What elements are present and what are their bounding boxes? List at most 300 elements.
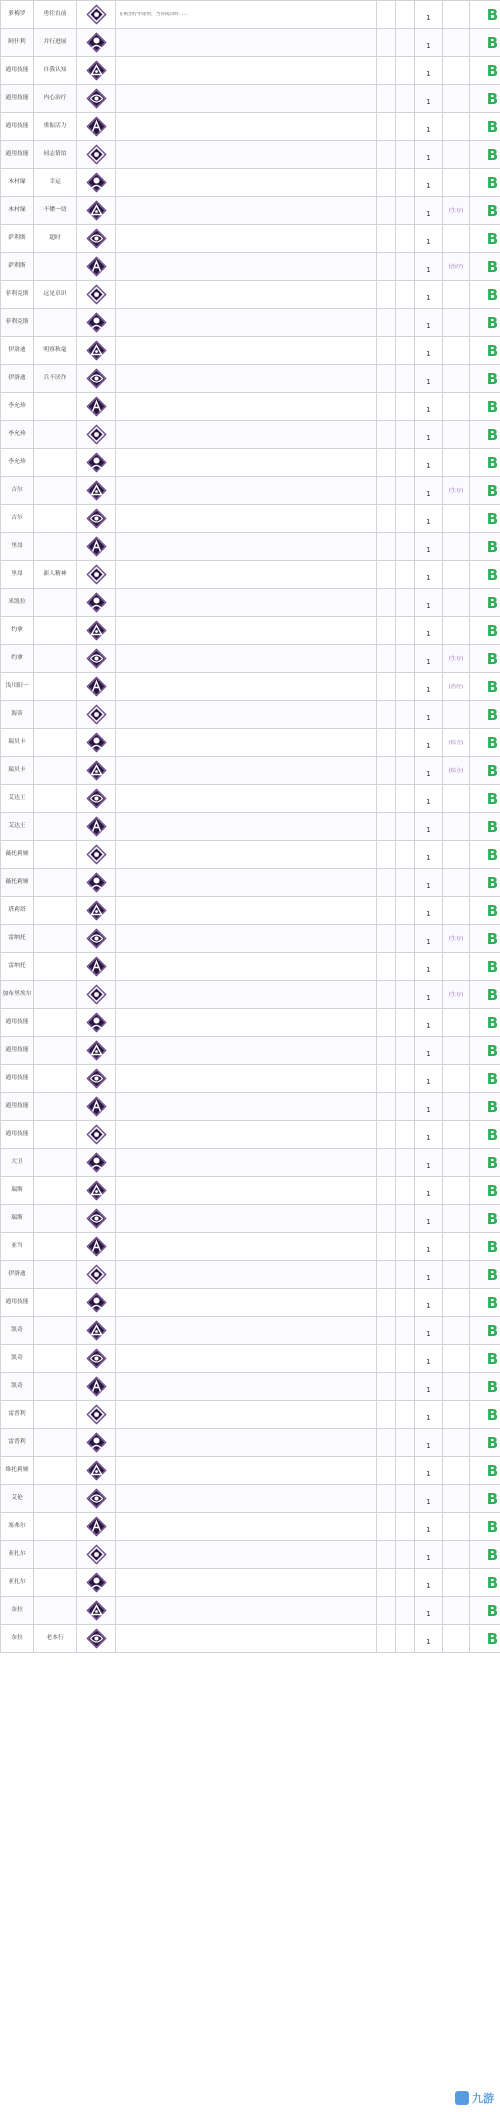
note-cell: [443, 477, 470, 505]
survivor-name: 吉尔: [11, 515, 23, 521]
b-cell: [396, 1037, 415, 1065]
name-cell: [34, 85, 77, 113]
num-cell: [415, 1261, 443, 1289]
who-cell: [1, 505, 34, 533]
perk-count: 1: [426, 1498, 431, 1506]
name-cell: [34, 813, 77, 841]
num-cell: [415, 785, 443, 813]
table-row: [1, 141, 500, 169]
perk-count: 1: [426, 1582, 431, 1590]
a-cell: [377, 1345, 396, 1373]
survivor-name: 吉尔: [11, 487, 23, 493]
perk-count: 1: [426, 798, 431, 806]
a-cell: [377, 197, 396, 225]
tier-grade: B: [486, 734, 499, 752]
a-cell: [377, 645, 396, 673]
num-cell: [415, 1401, 443, 1429]
perk-count: 1: [426, 490, 431, 498]
icon-cell: [77, 869, 116, 897]
who-cell: [1, 197, 34, 225]
perk-icon: [86, 284, 107, 305]
note-cell: [443, 701, 470, 729]
note-cell: [443, 1009, 470, 1037]
perk-count: 1: [426, 910, 431, 918]
perk-icon: [86, 508, 107, 529]
tier-grade: B: [486, 314, 499, 332]
table-row: [1, 1065, 500, 1093]
icon-cell: [77, 1401, 116, 1429]
name-cell: [34, 225, 77, 253]
name-cell: [34, 925, 77, 953]
who-cell: [1, 29, 34, 57]
perk-icon: [86, 340, 107, 361]
a-cell: [377, 57, 396, 85]
note-cell: [443, 1317, 470, 1345]
name-cell: [34, 1513, 77, 1541]
icon-cell: [77, 1233, 116, 1261]
perk-count: 1: [426, 406, 431, 414]
icon-cell: [77, 309, 116, 337]
perk-count: 1: [426, 1022, 431, 1030]
table-row: [1, 169, 500, 197]
perk-count: 1: [426, 238, 431, 246]
num-cell: [415, 505, 443, 533]
table-row: [1, 225, 500, 253]
note-cell: [443, 1597, 470, 1625]
b-cell: [396, 1233, 415, 1261]
tier-cell: [470, 1513, 500, 1541]
tier-grade: B: [486, 846, 499, 864]
icon-cell: [77, 645, 116, 673]
num-cell: [415, 1541, 443, 1569]
table-row: [1, 897, 500, 925]
perk-name: 自我认知: [43, 67, 67, 73]
perk-icon: [86, 424, 107, 445]
table-row: [1, 1569, 500, 1597]
num-cell: [415, 981, 443, 1009]
table-row: [1, 1233, 500, 1261]
who-cell: [1, 869, 34, 897]
b-cell: [396, 197, 415, 225]
desc-cell: [116, 337, 377, 365]
perk-icon: [86, 396, 107, 417]
note-cell: [443, 953, 470, 981]
perk-name: 超时: [49, 235, 61, 241]
note-cell: [443, 1345, 470, 1373]
b-cell: [396, 1121, 415, 1149]
num-cell: [415, 141, 443, 169]
a-cell: [377, 1457, 396, 1485]
perk-icon: [86, 1516, 107, 1537]
tier-grade: B: [486, 34, 499, 52]
table-row: [1, 57, 500, 85]
tier-cell: [470, 113, 500, 141]
desc-cell: [116, 673, 377, 701]
name-cell: [34, 869, 77, 897]
perk-count: 1: [426, 994, 431, 1002]
who-cell: [1, 1373, 34, 1401]
num-cell: [415, 1513, 443, 1541]
who-cell: [1, 729, 34, 757]
tier-grade: B: [486, 902, 499, 920]
desc-cell: [116, 1, 377, 29]
desc-cell: [116, 29, 377, 57]
num-cell: [415, 477, 443, 505]
table-row: [1, 1317, 500, 1345]
who-cell: [1, 169, 34, 197]
b-cell: [396, 701, 415, 729]
perk-icon: [86, 1572, 107, 1593]
perk-count: 1: [426, 322, 431, 330]
icon-cell: [77, 617, 116, 645]
desc-cell: [116, 617, 377, 645]
note-cell: [443, 365, 470, 393]
perk-count: 1: [426, 1358, 431, 1366]
table-row: [1, 617, 500, 645]
icon-cell: [77, 1205, 116, 1233]
num-cell: [415, 57, 443, 85]
a-cell: [377, 1429, 396, 1457]
table-row: [1, 309, 500, 337]
note-cell: [443, 589, 470, 617]
perk-name: 重振活力: [43, 123, 67, 129]
table-row: [1, 673, 500, 701]
name-cell: [34, 1541, 77, 1569]
desc-cell: [116, 785, 377, 813]
watermark-text: 九游: [472, 2092, 494, 2105]
tier-cell: [470, 29, 500, 57]
a-cell: [377, 1037, 396, 1065]
survivor-name: 薇托莉娅: [5, 851, 29, 857]
num-cell: [415, 449, 443, 477]
tier-grade: B: [486, 1434, 499, 1452]
tier-cell: [470, 701, 500, 729]
survivor-name: 约拿: [11, 655, 23, 661]
tier-grade: B: [486, 1042, 499, 1060]
survivor-name: 凯奇: [11, 1355, 23, 1361]
perk-count: 1: [426, 770, 431, 778]
perk-count: 1: [426, 826, 431, 834]
desc-cell: [116, 1177, 377, 1205]
perk-count: 1: [426, 1078, 431, 1086]
survivor-name: 雷普利: [8, 1439, 26, 1445]
note-cell: [443, 813, 470, 841]
table-row: [1, 1261, 500, 1289]
perk-count: 1: [426, 1554, 431, 1562]
perk-count: 1: [426, 1610, 431, 1618]
perk-icon: [86, 256, 107, 277]
a-cell: [377, 561, 396, 589]
icon-cell: [77, 281, 116, 309]
perk-icon: [86, 1180, 107, 1201]
perk-icon: [86, 620, 107, 641]
note-cell: [443, 1289, 470, 1317]
survivor-name: 凯奇: [11, 1383, 23, 1389]
name-cell: [34, 1205, 77, 1233]
desc-cell: [116, 1513, 377, 1541]
tier-grade: B: [486, 1210, 499, 1228]
perk-count: 1: [426, 1218, 431, 1226]
num-cell: [415, 421, 443, 449]
desc-cell: [116, 841, 377, 869]
desc-cell: [116, 141, 377, 169]
icon-cell: [77, 841, 116, 869]
desc-cell: [116, 1373, 377, 1401]
num-cell: [415, 841, 443, 869]
a-cell: [377, 505, 396, 533]
perk-icon: [86, 1488, 107, 1509]
desc-cell: [116, 281, 377, 309]
icon-cell: [77, 477, 116, 505]
num-cell: [415, 1233, 443, 1261]
num-cell: [415, 1009, 443, 1037]
perk-count: 1: [426, 210, 431, 218]
tier-cell: [470, 729, 500, 757]
a-cell: [377, 309, 396, 337]
desc-cell: [116, 533, 377, 561]
who-cell: [1, 1597, 34, 1625]
note-cell: [443, 57, 470, 85]
who-cell: [1, 57, 34, 85]
desc-cell: [116, 925, 377, 953]
who-cell: [1, 785, 34, 813]
b-cell: [396, 281, 415, 309]
perk-icon: [86, 228, 107, 249]
perk-name: 并行进展: [43, 39, 67, 45]
tier-grade: B: [486, 118, 499, 136]
note-cell: [443, 449, 470, 477]
name-cell: [34, 897, 77, 925]
b-cell: [396, 1597, 415, 1625]
b-cell: [396, 813, 415, 841]
tier-grade: B: [486, 986, 499, 1004]
perk-count: 1: [426, 462, 431, 470]
table-row: [1, 589, 500, 617]
tier-grade: B: [486, 706, 499, 724]
a-cell: [377, 1233, 396, 1261]
b-cell: [396, 421, 415, 449]
desc-cell: [116, 1485, 377, 1513]
tier-cell: [470, 757, 500, 785]
survivor-name: 浅川阳一: [5, 683, 29, 689]
desc-cell: [116, 1289, 377, 1317]
who-cell: [1, 589, 34, 617]
perk-icon: [86, 648, 107, 669]
who-cell: [1, 1261, 34, 1289]
icon-cell: [77, 29, 116, 57]
a-cell: [377, 673, 396, 701]
tier-cell: [470, 1009, 500, 1037]
perk-count: 1: [426, 14, 431, 22]
desc-cell: [116, 1009, 377, 1037]
name-cell: [34, 309, 77, 337]
watermark-logo-icon: [455, 2091, 469, 2105]
note-cell: [443, 197, 470, 225]
b-cell: [396, 113, 415, 141]
icon-cell: [77, 701, 116, 729]
note-cell: [443, 841, 470, 869]
num-cell: [415, 1457, 443, 1485]
note-cell: [443, 1485, 470, 1513]
survivor-name: 通用技能: [5, 1047, 29, 1053]
a-cell: [377, 1597, 396, 1625]
num-cell: [415, 1065, 443, 1093]
b-cell: [396, 1513, 415, 1541]
b-cell: [396, 449, 415, 477]
name-cell: [34, 1485, 77, 1513]
tier-cell: [470, 1597, 500, 1625]
who-cell: [1, 701, 34, 729]
b-cell: [396, 1317, 415, 1345]
who-cell: [1, 897, 34, 925]
table-row: [1, 729, 500, 757]
table-row: [1, 337, 500, 365]
table-row: [1, 981, 500, 1009]
tier-grade: B: [486, 1154, 499, 1172]
perk-category-note: (治疗): [448, 263, 464, 270]
a-cell: [377, 1485, 396, 1513]
survivor-name: 里昂: [11, 571, 23, 577]
survivor-name: 瑞贝卡: [8, 739, 26, 745]
perk-count: 1: [426, 98, 431, 106]
num-cell: [415, 1345, 443, 1373]
note-cell: [443, 421, 470, 449]
survivor-name: 艾伦: [11, 1495, 23, 1501]
note-cell: [443, 617, 470, 645]
a-cell: [377, 1, 396, 29]
table-row: [1, 1485, 500, 1513]
tier-cell: [470, 197, 500, 225]
name-cell: [34, 1177, 77, 1205]
name-cell: [34, 1093, 77, 1121]
who-cell: [1, 1541, 34, 1569]
num-cell: [415, 589, 443, 617]
tier-cell: [470, 1093, 500, 1121]
tier-grade: B: [486, 1602, 499, 1620]
who-cell: [1, 1429, 34, 1457]
desc-cell: [116, 1093, 377, 1121]
b-cell: [396, 337, 415, 365]
perk-count: 1: [426, 1442, 431, 1450]
a-cell: [377, 1625, 396, 1653]
tier-grade: B: [486, 762, 499, 780]
survivor-name: 瑞斯: [11, 1215, 23, 1221]
tier-cell: [470, 589, 500, 617]
tier-cell: [470, 981, 500, 1009]
table-row: [1, 1037, 500, 1065]
name-cell: [34, 1289, 77, 1317]
survivor-name: 雷纳托: [8, 963, 26, 969]
desc-cell: [116, 393, 377, 421]
a-cell: [377, 1373, 396, 1401]
name-cell: [34, 169, 77, 197]
table-row: [1, 813, 500, 841]
perk-icon: [86, 816, 107, 837]
icon-cell: [77, 1037, 116, 1065]
note-cell: [443, 1177, 470, 1205]
tier-cell: [470, 1401, 500, 1429]
a-cell: [377, 1261, 396, 1289]
b-cell: [396, 729, 415, 757]
perk-count: 1: [426, 350, 431, 358]
tier-grade: B: [486, 230, 499, 248]
table-row: [1, 1205, 500, 1233]
b-cell: [396, 365, 415, 393]
icon-cell: [77, 1317, 116, 1345]
tier-grade: B: [486, 258, 499, 276]
table-row: [1, 365, 500, 393]
tier-cell: [470, 1429, 500, 1457]
tier-cell: [470, 897, 500, 925]
num-cell: [415, 169, 443, 197]
name-cell: [34, 1, 77, 29]
tier-cell: [470, 1177, 500, 1205]
name-cell: [34, 1037, 77, 1065]
tier-grade: B: [486, 874, 499, 892]
who-cell: [1, 1121, 34, 1149]
a-cell: [377, 421, 396, 449]
perk-name: 勇往直前: [43, 11, 67, 17]
tier-cell: [470, 617, 500, 645]
tier-grade: B: [486, 62, 499, 80]
icon-cell: [77, 141, 116, 169]
who-cell: [1, 1401, 34, 1429]
perk-count: 1: [426, 1134, 431, 1142]
table-row: [1, 505, 500, 533]
perk-icon: [86, 1600, 107, 1621]
tier-grade: B: [486, 1574, 499, 1592]
who-cell: [1, 253, 34, 281]
icon-cell: [77, 197, 116, 225]
perk-count: 1: [426, 602, 431, 610]
perk-count: 1: [426, 126, 431, 134]
survivor-name: 萝梅罗: [8, 11, 26, 17]
note-cell: [443, 29, 470, 57]
b-cell: [396, 561, 415, 589]
perk-count: 1: [426, 42, 431, 50]
b-cell: [396, 1457, 415, 1485]
tier-grade: B: [486, 958, 499, 976]
tier-cell: [470, 925, 500, 953]
perk-icon: [86, 1348, 107, 1369]
table-row: [1, 785, 500, 813]
desc-cell: [116, 729, 377, 757]
perk-category-note: (综合): [448, 767, 464, 774]
who-cell: [1, 421, 34, 449]
a-cell: [377, 617, 396, 645]
tier-grade: B: [486, 678, 499, 696]
survivor-name: 菲利克斯: [5, 291, 29, 297]
num-cell: [415, 1, 443, 29]
a-cell: [377, 1289, 396, 1317]
a-cell: [377, 841, 396, 869]
perk-name: 新人精神: [43, 571, 67, 577]
num-cell: [415, 393, 443, 421]
survivor-name: 薇托莉娅: [5, 879, 29, 885]
who-cell: [1, 981, 34, 1009]
perk-count: 1: [426, 658, 431, 666]
a-cell: [377, 953, 396, 981]
b-cell: [396, 1205, 415, 1233]
perk-count: 1: [426, 1386, 431, 1394]
perk-icon: [86, 536, 107, 557]
name-cell: [34, 365, 77, 393]
note-cell: [443, 309, 470, 337]
who-cell: [1, 1205, 34, 1233]
tier-grade: B: [486, 1070, 499, 1088]
desc-cell: [116, 449, 377, 477]
tier-grade: B: [486, 398, 499, 416]
